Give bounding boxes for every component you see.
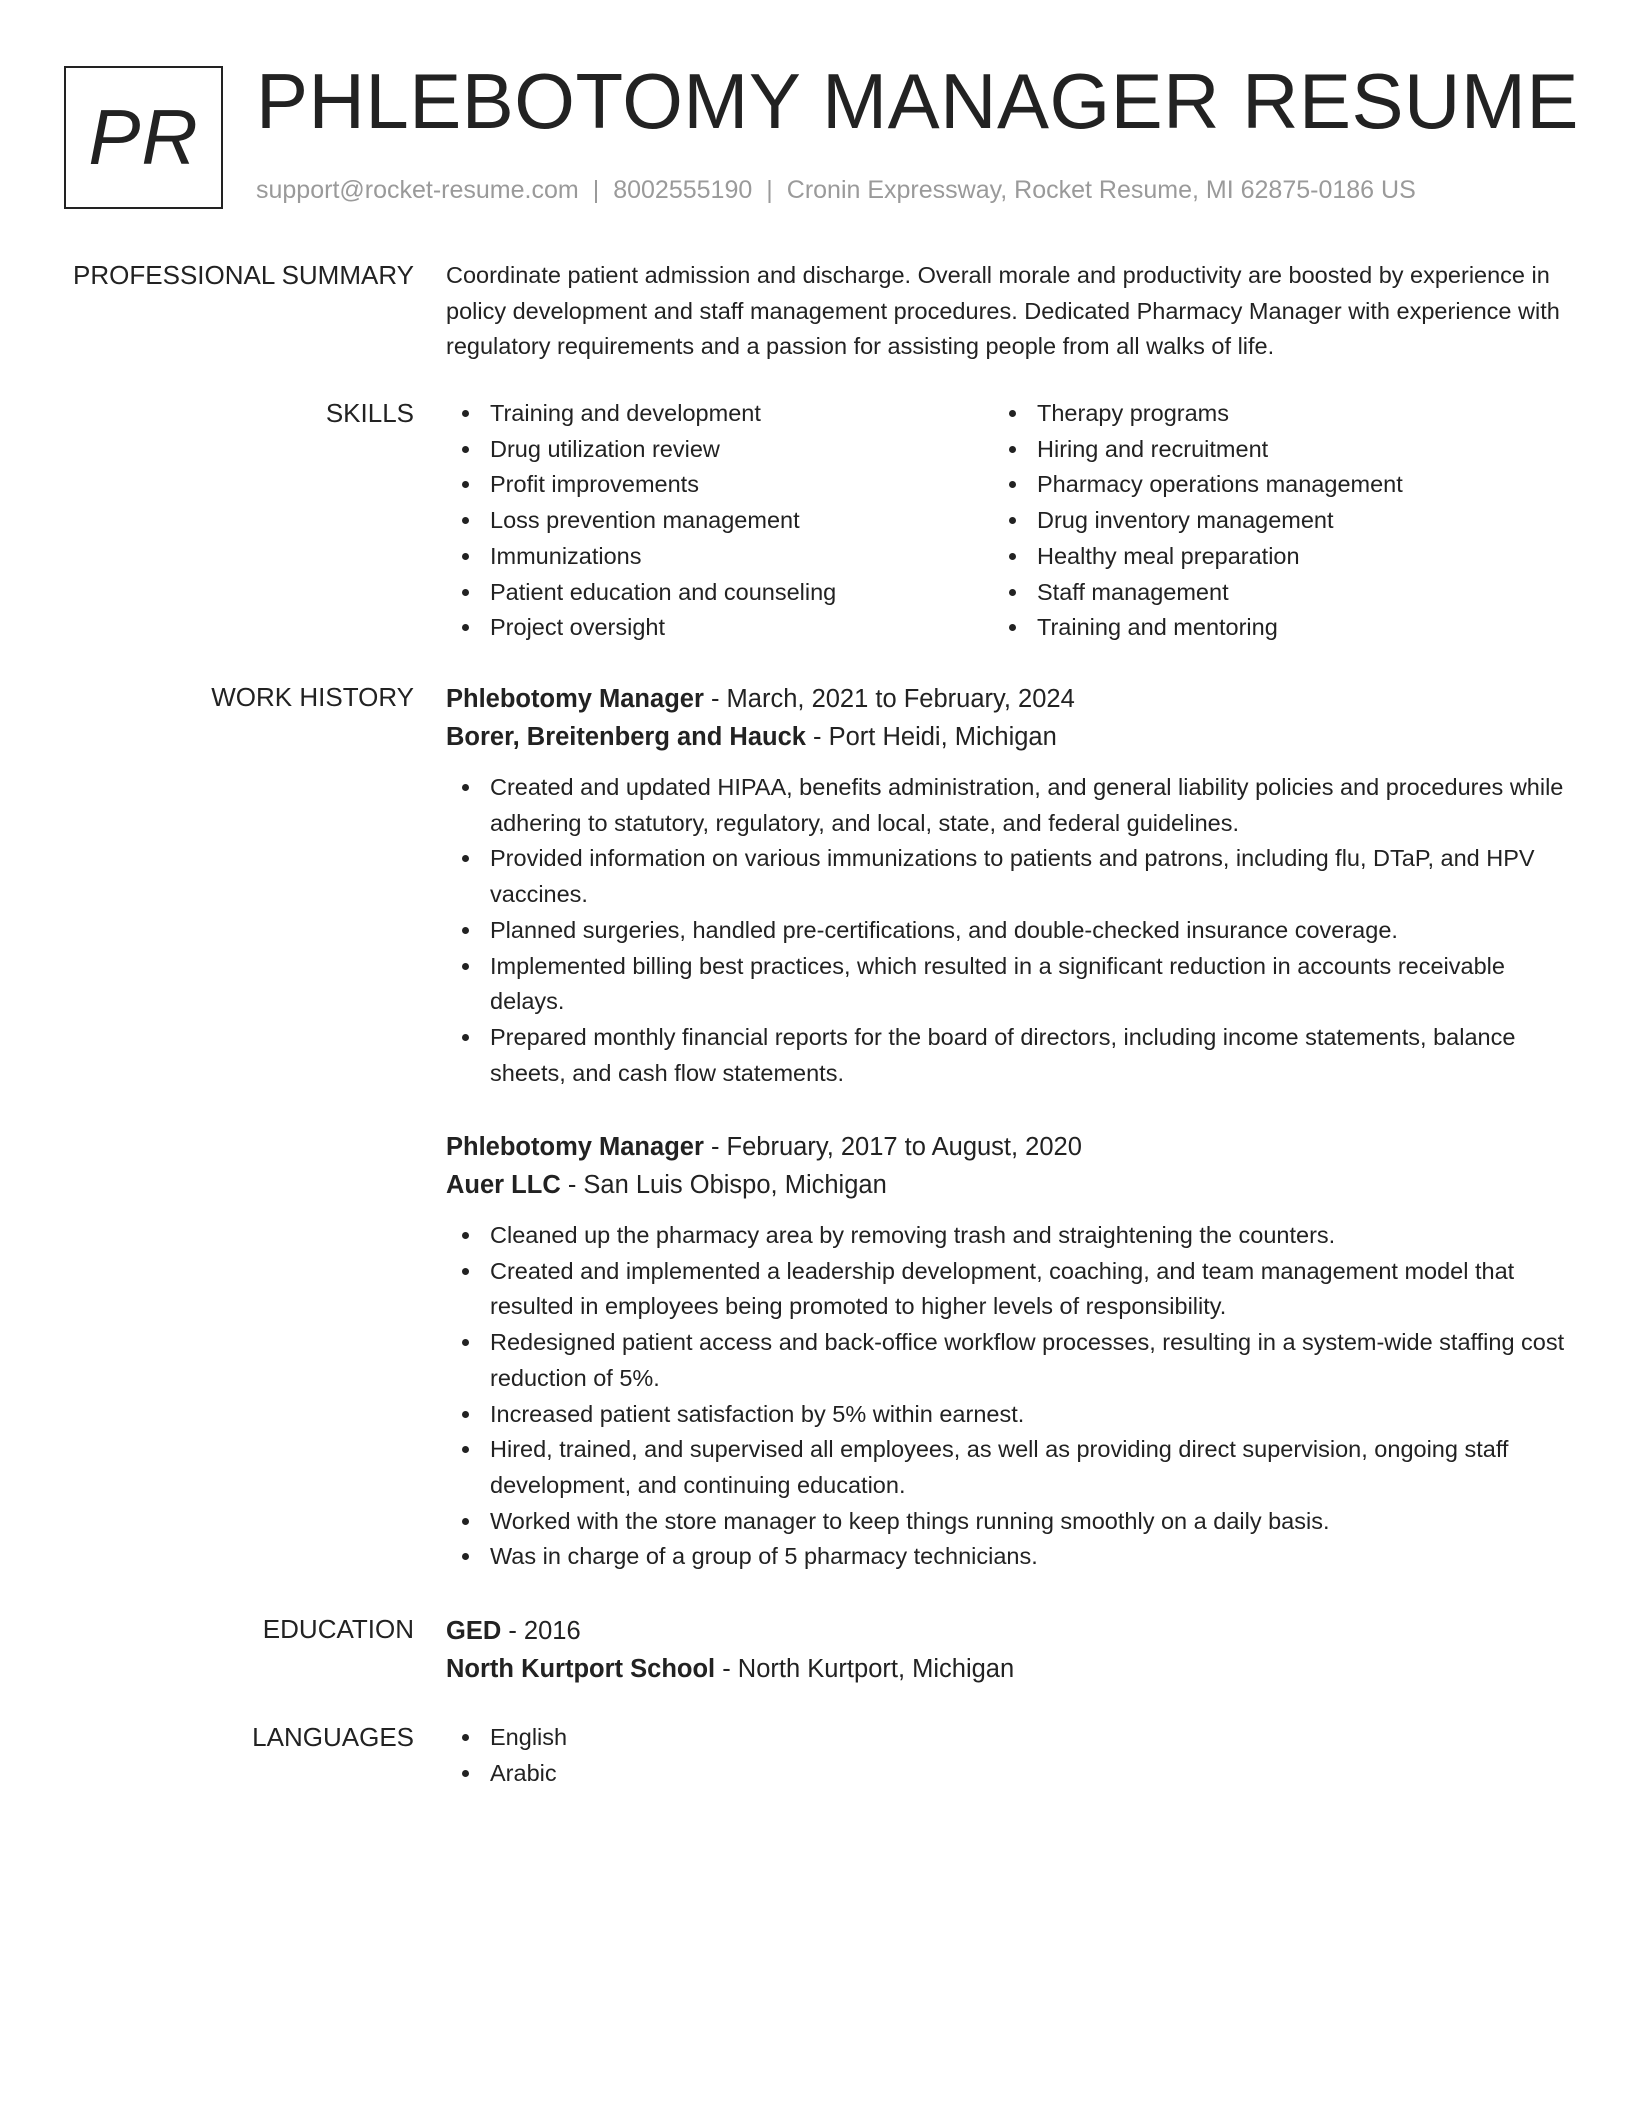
job-bullet: Cleaned up the pharmacy area by removing trash and straightening the counters.	[446, 1218, 1566, 1254]
section-label-summary: PROFESSIONAL SUMMARY	[73, 260, 414, 290]
job-bullet: Planned surgeries, handled pre-certifications, and double-checked insurance coverage.	[446, 913, 1566, 949]
section-label-education: EDUCATION	[262, 1614, 414, 1644]
job-bullet: Hired, trained, and supervised all employees, as well as providing direct supervision, ongoing staff development, and continuing education.	[446, 1432, 1566, 1503]
job-company-line	[446, 718, 1566, 756]
page-title: PHLEBOTOMY MANAGER RESUME	[256, 57, 1579, 145]
contact-separator: |	[766, 176, 773, 204]
skill-item: Therapy programs	[993, 396, 1540, 432]
job-bullet: Provided information on various immunizations to patients and patrons, including flu, DTaP, and HPV vaccines.	[446, 841, 1566, 912]
job-bullet: Created and updated HIPAA, benefits administration, and general liability policies and procedures while adhering to statutory, regulatory, and local, state, and federal guidelines.	[446, 770, 1566, 841]
job-bullet: Redesigned patient access and back-office workflow processes, resulting in a system-wide staffing cost reduction of 5%.	[446, 1325, 1566, 1396]
education-degree: GED	[446, 1617, 502, 1645]
summary-text: Coordinate patient admission and discharge. Overall morale and productivity are boosted by experience in policy development and staff management procedures. Dedicated Pharmacy Manager with experience with regulatory requirements and a passion for assisting people from all walks of life.	[446, 262, 1560, 360]
job-entry	[446, 680, 1566, 1091]
job-bullet: Worked with the store manager to keep things running smoothly on a daily basis.	[446, 1504, 1566, 1540]
contact-address: Cronin Expressway, Rocket Resume, MI 62875-0186 US	[786, 176, 1416, 204]
education-year: - 2016	[501, 1617, 581, 1645]
skill-item: Profit improvements	[446, 467, 993, 503]
monogram-logo: PR	[64, 66, 223, 209]
job-entry	[446, 1128, 1566, 1575]
education-degree-line	[446, 1612, 1566, 1650]
skill-item: Drug inventory management	[993, 503, 1540, 539]
contact-email: support@rocket-resume.com	[256, 176, 579, 204]
job-company: Auer LLC	[446, 1171, 561, 1199]
skill-item: Healthy meal preparation	[993, 539, 1540, 575]
skills-list-left	[446, 396, 993, 646]
job-location: - San Luis Obispo, Michigan	[560, 1171, 887, 1199]
skill-item: Training and development	[446, 396, 993, 432]
education-school-line	[446, 1650, 1566, 1688]
skill-item: Hiring and recruitment	[993, 432, 1540, 468]
skill-item: Project oversight	[446, 610, 993, 646]
education-entry	[446, 1612, 1566, 1688]
section-label-languages: LANGUAGES	[252, 1722, 414, 1752]
skill-item: Immunizations	[446, 539, 993, 575]
job-dates: - February, 2017 to August, 2020	[703, 1133, 1082, 1161]
job-bullets	[446, 1218, 1566, 1575]
contact-phone: 8002555190	[613, 176, 753, 204]
language-item: English	[446, 1720, 1566, 1756]
language-item: Arabic	[446, 1756, 1566, 1792]
skills-list-right	[993, 396, 1540, 646]
job-bullet: Created and implemented a leadership development, coaching, and team management model that resulted in employees being promoted to higher levels of responsibility.	[446, 1254, 1566, 1325]
job-bullet: Prepared monthly financial reports for the board of directors, including income statements, balance sheets, and cash flow statements.	[446, 1020, 1566, 1091]
languages-list	[446, 1720, 1566, 1791]
job-title: Phlebotomy Manager	[446, 685, 704, 713]
job-title-line	[446, 1128, 1566, 1166]
education-school: North Kurtport School	[446, 1655, 716, 1683]
skill-item: Drug utilization review	[446, 432, 993, 468]
job-dates: - March, 2021 to February, 2024	[703, 685, 1075, 713]
education-location: - North Kurtport, Michigan	[715, 1655, 1015, 1683]
job-bullets	[446, 770, 1566, 1091]
job-title: Phlebotomy Manager	[446, 1133, 704, 1161]
job-company-line	[446, 1166, 1566, 1204]
job-bullet: Was in charge of a group of 5 pharmacy technicians.	[446, 1539, 1566, 1575]
skill-item: Loss prevention management	[446, 503, 993, 539]
job-bullet: Implemented billing best practices, which resulted in a significant reduction in accounts receivable delays.	[446, 949, 1566, 1020]
skill-item: Patient education and counseling	[446, 575, 993, 611]
job-bullet: Increased patient satisfaction by 5% within earnest.	[446, 1397, 1566, 1433]
job-location: - Port Heidi, Michigan	[805, 723, 1057, 751]
job-company: Borer, Breitenberg and Hauck	[446, 723, 806, 751]
job-title-line	[446, 680, 1566, 718]
section-label-skills: SKILLS	[325, 398, 414, 428]
contact-separator: |	[592, 176, 600, 204]
skills-columns	[446, 396, 1566, 646]
section-label-work-history: WORK HISTORY	[211, 682, 414, 712]
skill-item: Training and mentoring	[993, 610, 1540, 646]
skill-item: Pharmacy operations management	[993, 467, 1540, 503]
skill-item: Staff management	[993, 575, 1540, 611]
contact-line	[256, 176, 1416, 205]
